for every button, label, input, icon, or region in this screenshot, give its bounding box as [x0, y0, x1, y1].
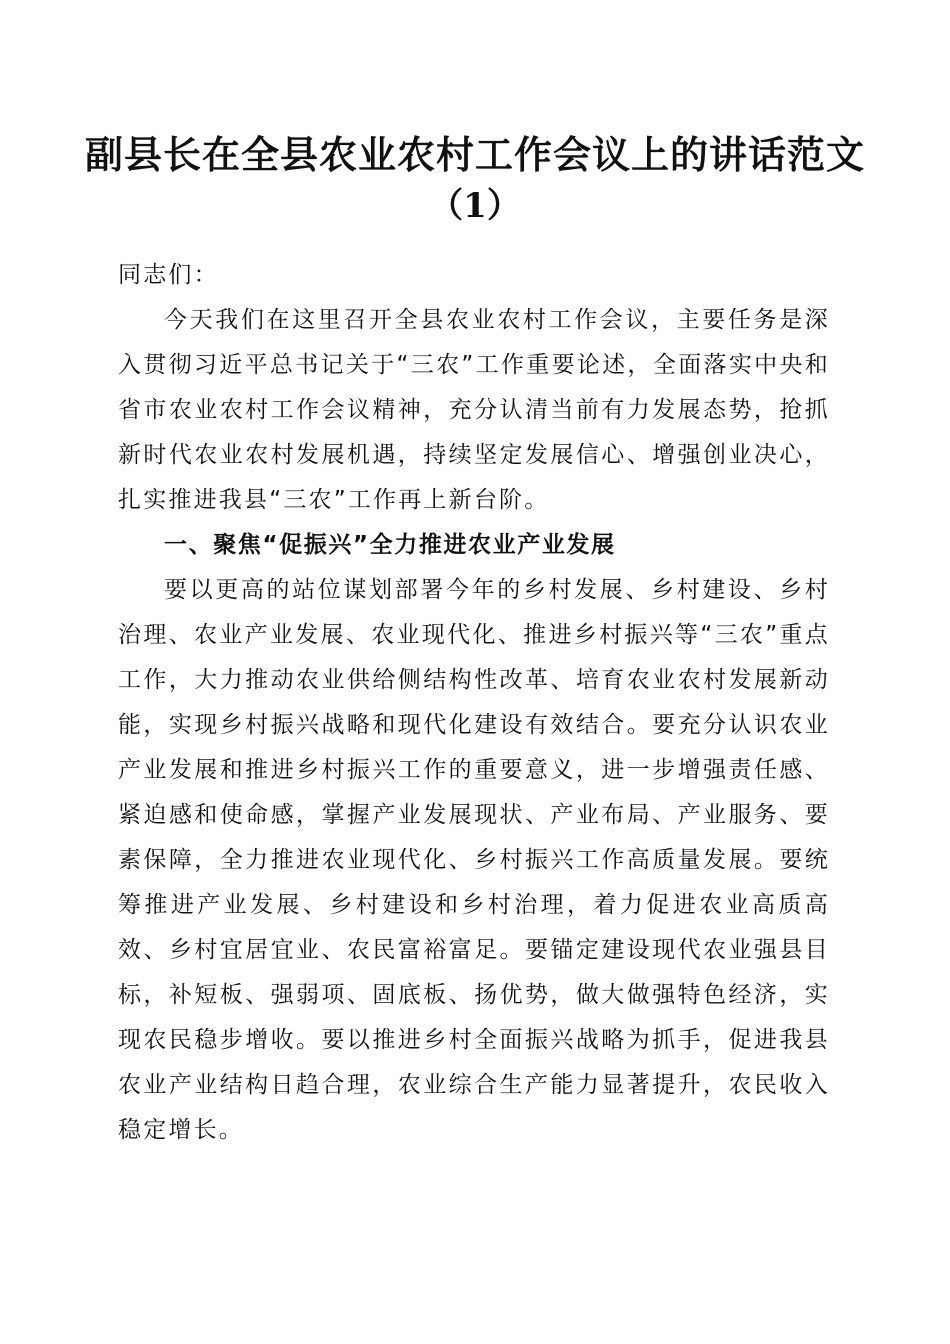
- title-number: （1）: [429, 186, 521, 226]
- salutation: 同志们：: [118, 262, 219, 288]
- intro-paragraph: 今天我们在这里召开全县农业农村工作会议，主要任务是深入贯彻习近平总书记关于“三农”工作重要论述，全面落实中央和省市农业农村工作会议精神，充分认清当前有力发展态势，抢抓新时代农业农村发展机遇，持续坚定发展信心、增强创业决心，扎实推进我县“三农”工作再上新台阶。: [118, 307, 830, 513]
- section-paragraph: 要以更高的站位谋划部署今年的乡村发展、乡村建设、乡村治理、农业产业发展、农业现代化、推进乡村振兴等“三农”重点工作，大力推动农业供给侧结构性改革、培育农业农村发展新动能，实现乡村振兴战略和现代化建设有效结合。要充分认识农业产业发展和推进乡村振兴工作的重要意义，进一步增强责任感、紧迫感和使命感，掌握产业发展现状、产业布局、产业服务、要素保障，全力推进农业现代化、乡村振兴工作高质量发展。要统筹推进产业发展、乡村建设和乡村治理，着力促进农业高质高效、乡村宜居宜业、农民富裕富足。要锚定建设现代农业强县目标，补短板、强弱项、固底板、扬优势，做大做强特色经济，实现农民稳步增收。要以推进乡村全面振兴战略为抓手，促进我县农业产业结构日趋合理，农业综合生产能力显著提升，农民收入稳定增长。: [118, 577, 830, 1143]
- document-title: [80, 130, 870, 230]
- document-body: [118, 253, 830, 1153]
- title-line: 副县长在全县农业农村工作会议上的讲话范文: [84, 132, 865, 177]
- section-heading: 一、聚焦“促振兴”全力推进农业产业发展: [164, 532, 616, 558]
